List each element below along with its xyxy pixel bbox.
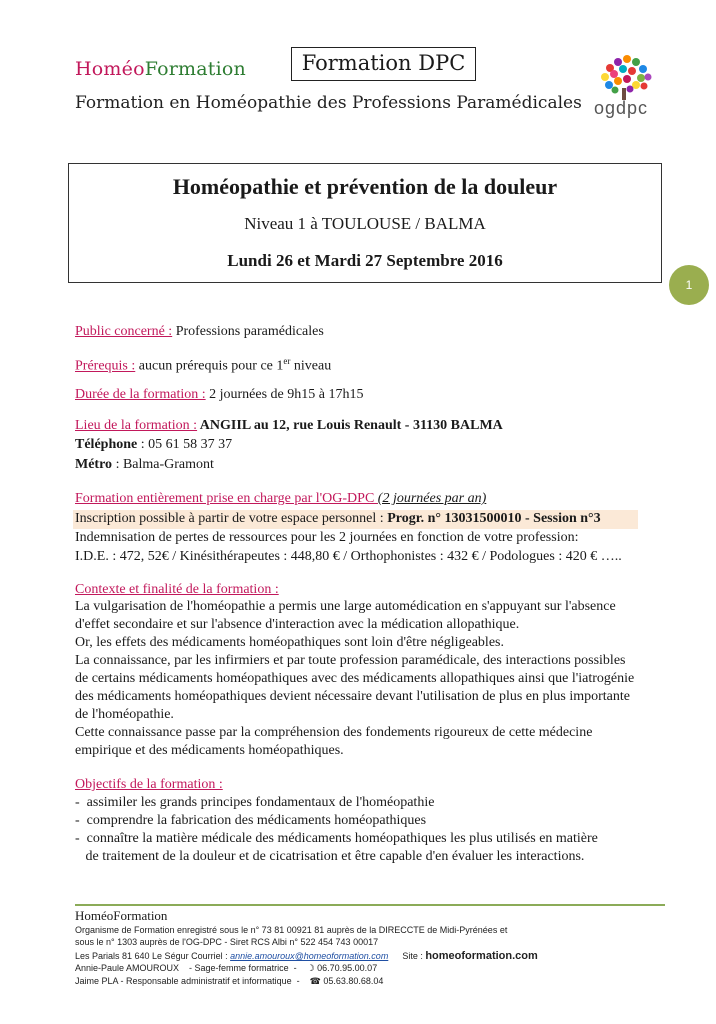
footer-siret-line: sous le n° 1303 auprès de l'OG-DPC - Siret RCS Albi n° 522 454 743 00017 [75, 937, 379, 947]
prereq-label: Prérequis : [75, 358, 136, 374]
telephone-line [75, 437, 232, 453]
footer-site-link[interactable]: homeoformation.com [425, 950, 538, 962]
contexte-paragraph-line: empirique et des médicaments homéopathiques. [75, 743, 344, 758]
objectifs-heading [75, 777, 223, 793]
indemnisation-line-1: Indemnisation de pertes de ressources pour les 2 journées en fonction de votre profession: [75, 530, 579, 545]
prereq-line [75, 356, 331, 375]
metro-label: Métro [75, 457, 113, 472]
metro-value: : Balma-Gramont [112, 457, 214, 472]
objectif-item: de traitement de la douleur et de cicatrisation et être capable d'en évaluer les interactions. [75, 849, 585, 864]
footer-address-line [75, 950, 538, 962]
public-value: Professions paramédicales [172, 324, 324, 339]
contexte-paragraph-line: d'effet secondaire et sur l'absence d'interaction avec la médication allopathique. [75, 617, 520, 632]
objectifs-label: Objectifs de la formation : [75, 777, 223, 792]
course-level-location: Niveau 1 à TOULOUSE / BALMA [244, 214, 486, 233]
prise-en-charge-label: Formation entièrement prise en charge par l'OG-DPC [75, 491, 378, 506]
prereq-value: aucun prérequis pour ce 1 [135, 358, 284, 374]
course-title: Homéopathie et prévention de la douleur [172, 174, 558, 199]
contexte-paragraph-line: Cette connaissance passe par la compréhension des fondements rigoureux de cette médecine [75, 725, 593, 740]
telephone-label: Téléphone [75, 437, 138, 452]
contexte-paragraph-line: La vulgarisation de l'homéopathie a permis une large automédication en s'appuyant sur l'absence [75, 599, 616, 614]
prereq-sup: er [283, 356, 291, 366]
formation-dpc-box: Formation DPC [291, 47, 476, 81]
ogdpc-logo-text: ogdpc [594, 98, 649, 118]
lieu-value: ANGIIL au 12, rue Louis Renault - 31130 BALMA [197, 418, 503, 433]
prereq-value-end: niveau [290, 358, 332, 374]
brand-part-homeo: Homéo [75, 58, 145, 80]
contexte-label: Contexte et finalité de la formation : [75, 582, 279, 597]
lieu-line [75, 418, 503, 434]
objectif-item: - assimiler les grands principes fondamentaux de l'homéopathie [75, 795, 435, 810]
inscription-text: Inscription possible à partir de votre espace personnel : [75, 511, 388, 526]
footer-contact-annie: Annie-Paule AMOUROUX - Sage-femme formatrice - ☽ 06.70.95.00.07 [75, 963, 378, 973]
course-dates: Lundi 26 et Mardi 27 Septembre 2016 [227, 251, 503, 270]
public-label: Public concerné : [75, 324, 173, 339]
footer-email-link[interactable]: annie.amouroux@homeoformation.com [230, 951, 389, 961]
header-subtitle: Formation en Homéopathie des Professions Paramédicales [75, 93, 582, 113]
footer-site-label: Site : [402, 951, 426, 961]
duree-line [75, 387, 363, 403]
footer-title: HoméoFormation [75, 908, 168, 923]
footer-contact-jaime: Jaime PLA - Responsable administratif et informatique - ☎ 05.63.80.68.04 [75, 976, 384, 986]
objectif-item: - connaître la matière médicale des médicaments homéopathiques les plus utilisés en matière [75, 831, 598, 846]
prise-en-charge-italic: (2 journées par an) [377, 491, 487, 506]
objectif-item: - comprendre la fabrication des médicaments homéopathiques [75, 813, 427, 828]
indemnisation-line-2: I.D.E. : 472, 52€ / Kinésithérapeutes : 448,80 € / Orthophonistes : 432 € / Podologues : 420 € ….. [75, 549, 622, 564]
brand-name [75, 58, 246, 80]
inscription-program: Progr. n° 13031500010 - Session n°3 [387, 511, 601, 526]
contexte-paragraph-line: de l'homéopathie. [75, 707, 174, 722]
contexte-paragraph-line: des médicaments homéopathiques devient nécessaire devant l'utilisation de plus en plus importante [75, 689, 630, 704]
brand-part-formation: Formation [144, 58, 246, 80]
telephone-value: : 05 61 58 37 37 [137, 437, 233, 452]
prise-en-charge-line [75, 491, 486, 507]
contexte-paragraph-line: Or, les effets des médicaments homéopathiques sont loin d'être négligeables. [75, 635, 504, 650]
footer-divider [75, 904, 665, 906]
contexte-heading [75, 582, 279, 598]
lieu-label: Lieu de la formation : [75, 418, 198, 433]
public-line [75, 324, 324, 340]
title-box [68, 163, 662, 283]
footer-address: Les Parials 81 640 Le Ségur Courriel : [75, 951, 231, 961]
duree-label: Durée de la formation : [75, 387, 206, 402]
page-number-badge: 1 [669, 265, 709, 305]
footer-registration-line: Organisme de Formation enregistré sous le n° 73 81 00921 81 auprès de la DIRECCTE de Midi-Pyrénées et [75, 925, 508, 935]
ogdpc-logo [590, 50, 660, 122]
contexte-paragraph-line: La connaissance, par les infirmiers et par toute profession paramédicale, des interactions possibles [75, 653, 626, 668]
contexte-paragraph-line: de certains médicaments homéopathiques avec des médicaments allopathiques ainsi que l'iatrogénie [75, 671, 635, 686]
duree-value: 2 journées de 9h15 à 17h15 [205, 387, 364, 402]
metro-line [75, 457, 214, 473]
inscription-line [75, 511, 601, 527]
